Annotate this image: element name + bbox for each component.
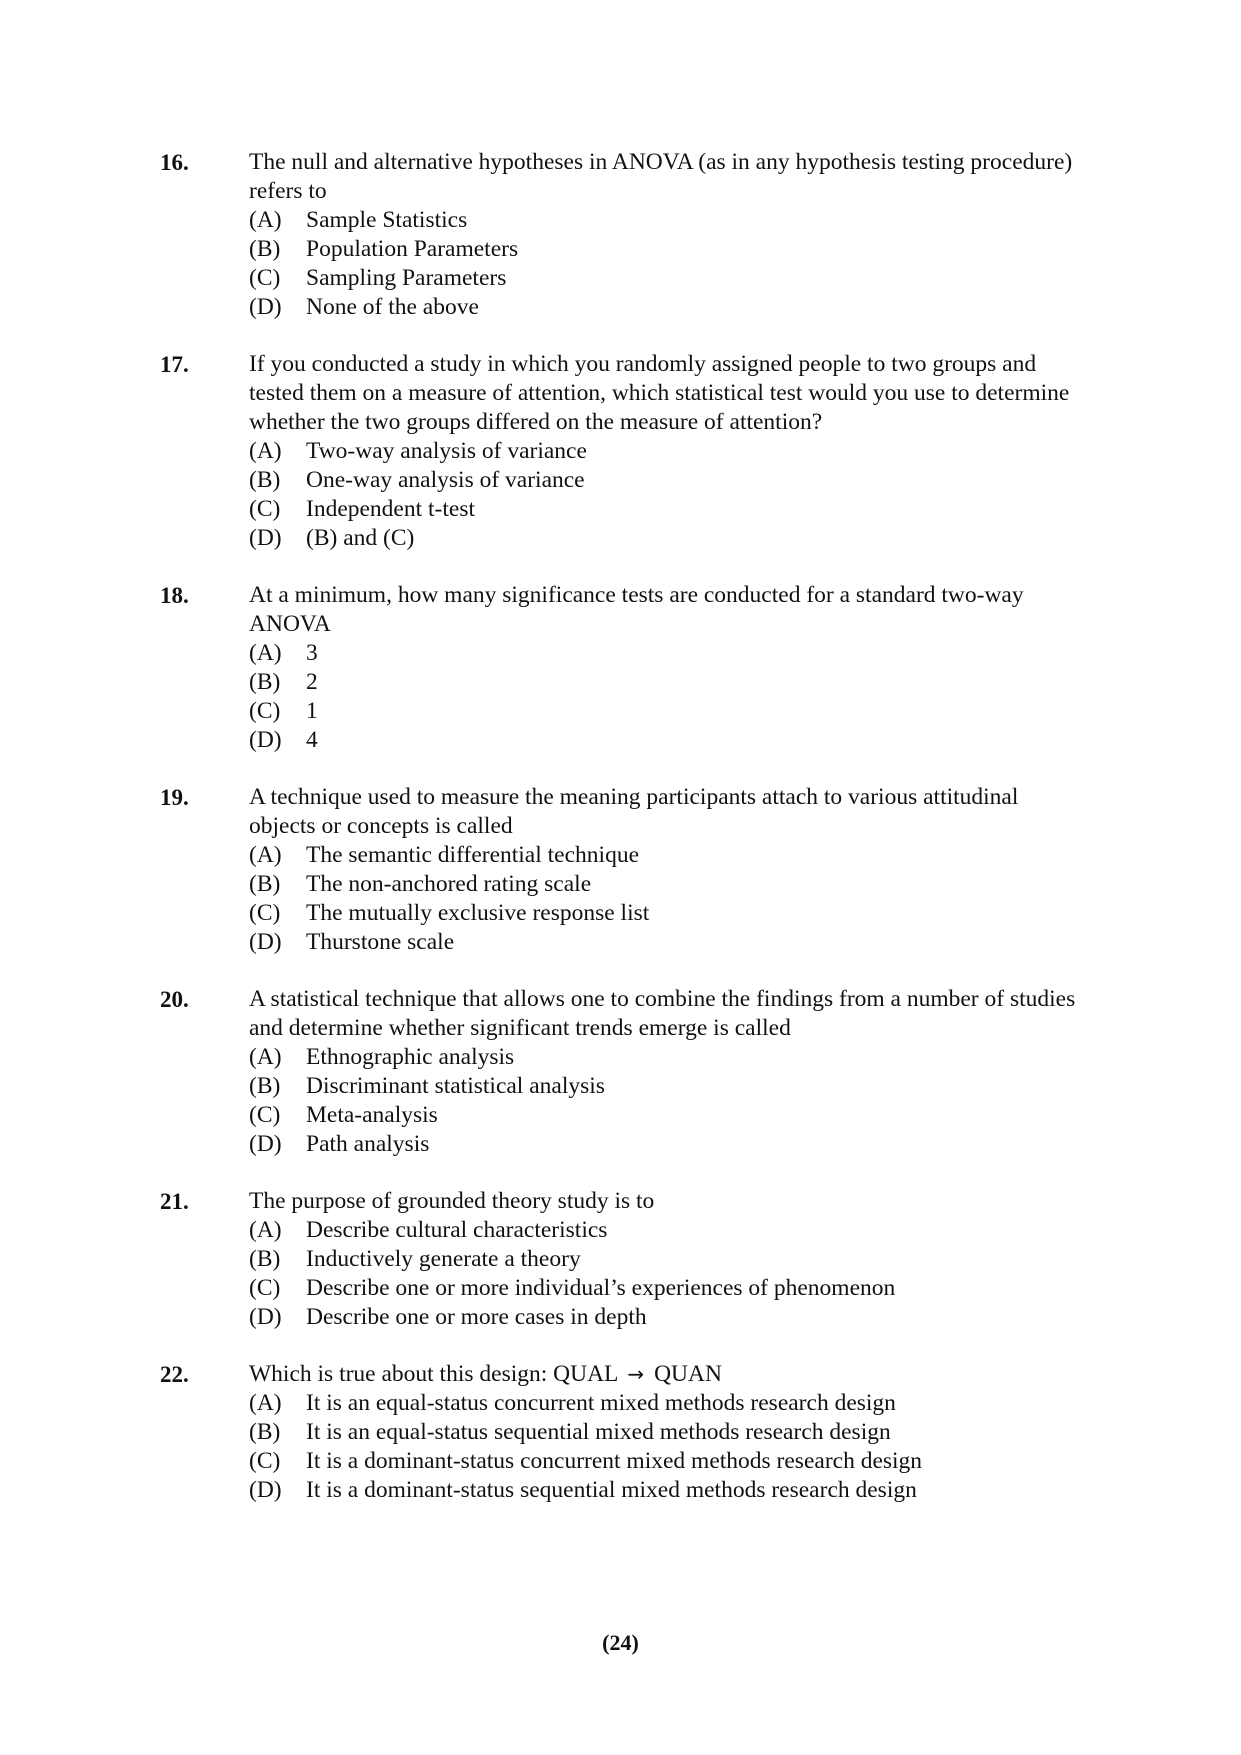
option-label: (D) <box>249 1304 282 1330</box>
option-c <box>249 264 1090 293</box>
option-text: None of the above <box>306 294 479 320</box>
question-19 <box>160 783 1090 957</box>
option-label: (C) <box>249 1275 281 1301</box>
option-text: Meta-analysis <box>306 1102 438 1128</box>
option-d <box>249 726 1090 755</box>
question-text: If you conducted a study in which you randomly assigned people to two groups and tested them on a measure of attention, which statistical test would you use to determine whether the two groups differed on the measure of attention? <box>249 351 1070 435</box>
question-number: 16. <box>160 150 189 175</box>
option-d <box>249 293 1090 322</box>
option-text: Sample Statistics <box>306 207 468 233</box>
question-21 <box>160 1187 1090 1332</box>
option-c <box>249 1274 1090 1303</box>
option-label: (D) <box>249 727 282 753</box>
option-label: (B) <box>249 669 281 695</box>
option-text: 2 <box>306 669 318 695</box>
question-text-after: QUAN <box>654 1361 722 1387</box>
question-list <box>160 148 1090 1533</box>
option-a <box>249 639 1090 668</box>
option-text: It is an equal-status concurrent mixed methods research design <box>306 1390 896 1416</box>
option-text: Population Parameters <box>306 236 519 262</box>
question-17 <box>160 350 1090 553</box>
option-label: (A) <box>249 842 282 868</box>
option-label: (B) <box>249 467 281 493</box>
option-label: (B) <box>249 1073 281 1099</box>
question-18 <box>160 581 1090 755</box>
option-a <box>249 437 1090 466</box>
option-a <box>249 841 1090 870</box>
question-number: 19. <box>160 785 189 810</box>
option-label: (D) <box>249 1477 282 1503</box>
question-number: 20. <box>160 987 189 1012</box>
option-d <box>249 524 1090 553</box>
question-text: The null and alternative hypotheses in ANOVA (as in any hypothesis testing procedure) refers to <box>249 149 1073 204</box>
option-text: Thurstone scale <box>306 929 455 955</box>
option-label: (D) <box>249 525 282 551</box>
option-label: (B) <box>249 871 281 897</box>
option-label: (C) <box>249 496 281 522</box>
option-text: The semantic differential technique <box>306 842 639 868</box>
option-c <box>249 899 1090 928</box>
option-d <box>249 928 1090 957</box>
question-22 <box>160 1360 1090 1505</box>
question-number: 17. <box>160 352 189 377</box>
question-20 <box>160 985 1090 1159</box>
question-number: 22. <box>160 1362 189 1387</box>
option-c <box>249 1101 1090 1130</box>
option-b <box>249 1245 1090 1274</box>
option-b <box>249 466 1090 495</box>
right-arrow-icon: → <box>627 1362 645 1386</box>
option-label: (C) <box>249 698 281 724</box>
option-a <box>249 206 1090 235</box>
option-d <box>249 1130 1090 1159</box>
option-d <box>249 1476 1090 1505</box>
question-16 <box>160 148 1090 322</box>
option-label: (A) <box>249 640 282 666</box>
option-text: Describe cultural characteristics <box>306 1217 608 1243</box>
question-text: At a minimum, how many significance tests are conducted for a standard two-way ANOVA <box>249 582 1024 637</box>
option-text: The non-anchored rating scale <box>306 871 592 897</box>
question-text: The purpose of grounded theory study is to <box>249 1188 655 1214</box>
question-text: A technique used to measure the meaning participants attach to various attitudinal objects or concepts is called <box>249 784 1019 839</box>
option-c <box>249 697 1090 726</box>
question-number: 21. <box>160 1189 189 1214</box>
option-b <box>249 1418 1090 1447</box>
option-text: It is an equal-status sequential mixed methods research design <box>306 1419 891 1445</box>
option-label: (A) <box>249 1390 282 1416</box>
option-b <box>249 235 1090 264</box>
option-label: (C) <box>249 900 281 926</box>
option-label: (A) <box>249 438 282 464</box>
option-a <box>249 1389 1090 1418</box>
question-number: 18. <box>160 583 189 608</box>
option-text: One-way analysis of variance <box>306 467 585 493</box>
option-a <box>249 1216 1090 1245</box>
option-a <box>249 1043 1090 1072</box>
option-label: (D) <box>249 294 282 320</box>
option-text: (B) and (C) <box>306 525 415 551</box>
option-text: It is a dominant-status concurrent mixed methods research design <box>306 1448 923 1474</box>
option-label: (B) <box>249 236 281 262</box>
option-label: (B) <box>249 1419 281 1445</box>
option-text: Ethnographic analysis <box>306 1044 515 1070</box>
option-label: (A) <box>249 1217 282 1243</box>
option-text: 3 <box>306 640 318 666</box>
question-text: A statistical technique that allows one to combine the findings from a number of studies and determine whether significant trends emerge is called <box>249 986 1076 1041</box>
option-text: Sampling Parameters <box>306 265 507 291</box>
option-text: Two-way analysis of variance <box>306 438 587 464</box>
page-number: (24) <box>602 1630 639 1655</box>
option-text: Inductively generate a theory <box>306 1246 581 1272</box>
option-text: Describe one or more individual’s experiences of phenomenon <box>306 1275 896 1301</box>
question-text-before: Which is true about this design: QUAL <box>249 1361 618 1387</box>
option-label: (C) <box>249 1102 281 1128</box>
option-c <box>249 495 1090 524</box>
option-text: Discriminant statistical analysis <box>306 1073 605 1099</box>
option-text: 4 <box>306 727 318 753</box>
option-label: (D) <box>249 929 282 955</box>
option-text: It is a dominant-status sequential mixed methods research design <box>306 1477 917 1503</box>
option-text: Describe one or more cases in depth <box>306 1304 647 1330</box>
option-text: The mutually exclusive response list <box>306 900 650 926</box>
option-label: (C) <box>249 265 281 291</box>
option-label: (A) <box>249 1044 282 1070</box>
option-label: (A) <box>249 207 282 233</box>
option-text: Independent t-test <box>306 496 476 522</box>
option-label: (C) <box>249 1448 281 1474</box>
option-label: (B) <box>249 1246 281 1272</box>
option-text: 1 <box>306 698 318 724</box>
option-label: (D) <box>249 1131 282 1157</box>
question-text <box>249 1360 1090 1389</box>
option-c <box>249 1447 1090 1476</box>
option-b <box>249 668 1090 697</box>
option-b <box>249 870 1090 899</box>
option-text: Path analysis <box>306 1131 430 1157</box>
option-b <box>249 1072 1090 1101</box>
option-d <box>249 1303 1090 1332</box>
